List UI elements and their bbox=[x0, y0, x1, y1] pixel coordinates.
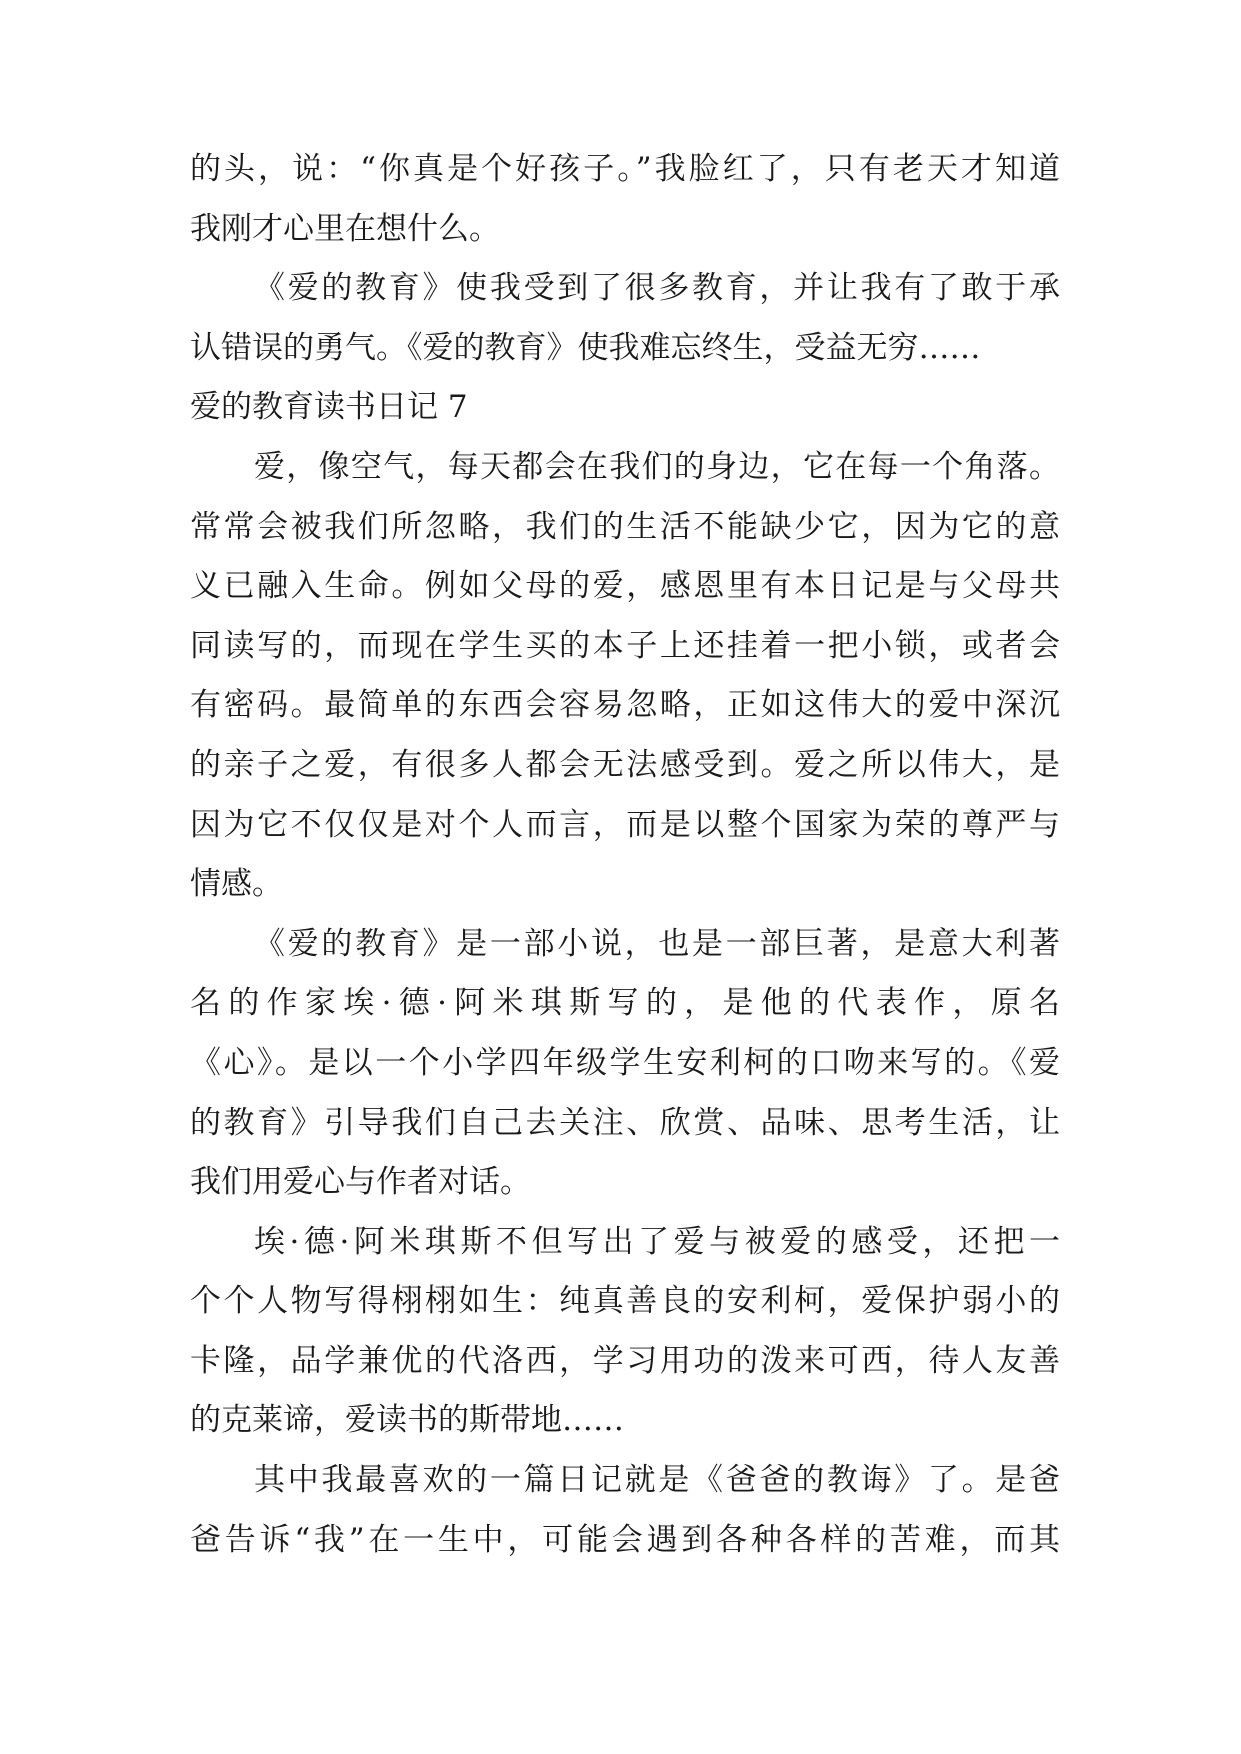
text-line: 个个人物写得栩栩如生：纯真善良的安利柯，爱保护弱小的 bbox=[190, 1283, 1060, 1320]
text-line: 《心》。是以一个小学四年级学生安利柯的口吻来写的。《爱 bbox=[190, 1044, 1060, 1081]
text-line: 我们用爱心与作者对话。 bbox=[190, 1164, 531, 1201]
text-line: 有密码。最简单的东西会容易忽略，正如这伟大的爱中深沉 bbox=[190, 687, 1060, 724]
section-heading: 爱的教育读书日记 7 bbox=[190, 389, 468, 426]
text-line: 《爱的教育》使我受到了很多教育，并让我有了敢于承 bbox=[254, 270, 1060, 307]
text-line: 认错误的勇气。《爱的教育》使我难忘终生，受益无穷…… bbox=[190, 329, 981, 366]
text-line: 爱，像空气，每天都会在我们的身边，它在每一个角落。 bbox=[254, 448, 1060, 485]
text-line: 的教育》引导我们自己去关注、欣赏、品味、思考生活，让 bbox=[190, 1104, 1060, 1141]
text-line: 爸告诉“我”在一生中，可能会遇到各种各样的苦难，而其 bbox=[190, 1521, 1060, 1558]
body-text bbox=[190, 140, 1060, 1570]
text-line: 同读写的，而现在学生买的本子上还挂着一把小锁，或者会 bbox=[190, 627, 1060, 664]
text-line: 其中我最喜欢的一篇日记就是《爸爸的教诲》了。是爸 bbox=[254, 1462, 1060, 1499]
text-line: 名的作家埃·德·阿米琪斯写的，是他的代表作，原名 bbox=[190, 985, 1060, 1022]
text-line: 卡隆，品学兼优的代洛西，学习用功的泼来可西，待人友善 bbox=[190, 1342, 1060, 1379]
text-line: 埃·德·阿米琪斯不但写出了爱与被爱的感受，还把一 bbox=[254, 1223, 1060, 1260]
text-line: 《爱的教育》是一部小说，也是一部巨著，是意大利著 bbox=[254, 925, 1060, 962]
text-line: 常常会被我们所忽略，我们的生活不能缺少它，因为它的意 bbox=[190, 508, 1060, 545]
text-line: 义已融入生命。例如父母的爱，感恩里有本日记是与父母共 bbox=[190, 568, 1060, 605]
text-line: 我刚才心里在想什么。 bbox=[190, 210, 500, 247]
text-line: 因为它不仅仅是对个人而言，而是以整个国家为荣的尊严与 bbox=[190, 806, 1060, 843]
text-line: 情感。 bbox=[190, 866, 283, 903]
text-line: 的亲子之爱，有很多人都会无法感受到。爱之所以伟大，是 bbox=[190, 746, 1060, 783]
text-line: 的克莱谛，爱读书的斯带地…… bbox=[190, 1402, 624, 1439]
text-line: 的头，说：“你真是个好孩子。”我脸红了，只有老天才知道 bbox=[190, 151, 1060, 187]
